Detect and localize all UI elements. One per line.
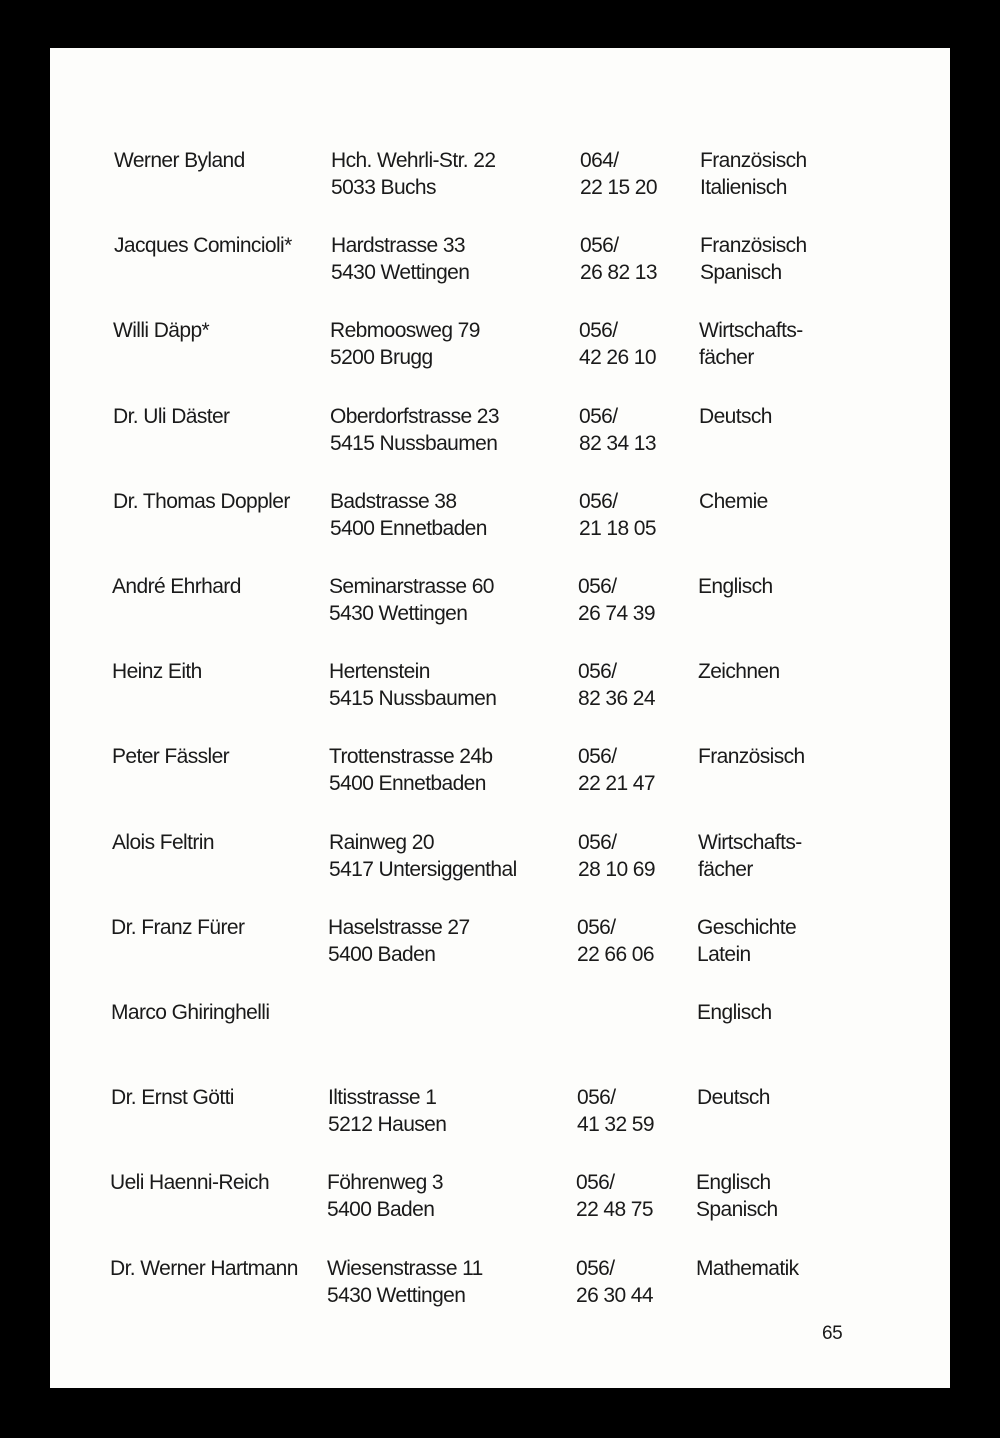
subjects-line: Wirtschafts- — [699, 319, 803, 343]
address-line: Haselstrasse 27 — [328, 915, 470, 939]
phone-number — [578, 829, 655, 883]
address-line: 5200 Brugg — [330, 346, 433, 370]
subjects — [699, 403, 772, 430]
subjects-line: Deutsch — [697, 1086, 770, 1110]
phone-number-line: 41 32 59 — [577, 1113, 654, 1137]
subjects-line: Englisch — [697, 1001, 772, 1024]
subjects-line: Latein — [697, 942, 751, 966]
address-line: 5415 Nussbaumen — [329, 687, 497, 711]
phone-number — [577, 1084, 654, 1138]
phone-number-line: 056/ — [579, 319, 618, 343]
subjects-line: Französisch — [700, 234, 807, 258]
address-line: 5033 Buchs — [331, 176, 436, 199]
address-line: Hch. Wehrli-Str. 22 — [331, 149, 496, 172]
teacher-name — [112, 658, 202, 685]
teacher-name — [110, 1255, 298, 1282]
teacher-name-line: Dr. Ernst Götti — [111, 1086, 234, 1110]
teacher-name-line: Heinz Eith — [112, 660, 202, 684]
address-line: 5430 Wettingen — [329, 602, 468, 625]
phone-number-line: 056/ — [577, 1086, 616, 1110]
teacher-name — [111, 999, 269, 1026]
address — [329, 573, 494, 627]
phone-number — [579, 403, 656, 457]
address-line: Hardstrasse 33 — [331, 234, 465, 258]
address-line: 5430 Wettingen — [331, 261, 470, 285]
phone-number-line: 22 48 75 — [576, 1198, 653, 1222]
phone-number — [578, 658, 655, 712]
teacher-name — [114, 147, 245, 174]
page-number: 65 — [822, 1323, 843, 1344]
phone-number-line: 056/ — [580, 234, 619, 258]
phone-number-line: 82 36 24 — [578, 687, 655, 711]
directory-entry — [50, 914, 950, 974]
directory-entry — [50, 573, 950, 633]
directory-entry — [50, 999, 950, 1059]
phone-number — [576, 1169, 653, 1223]
phone-number-line: 056/ — [578, 575, 617, 598]
address — [330, 403, 499, 457]
phone-number-line: 26 74 39 — [578, 602, 655, 625]
phone-number-line: 26 30 44 — [576, 1283, 653, 1307]
subjects — [699, 317, 803, 371]
phone-number-line: 42 26 10 — [579, 346, 656, 370]
phone-number-line: 22 15 20 — [580, 176, 657, 199]
phone-number-line: 064/ — [580, 149, 619, 172]
phone-number-line: 056/ — [577, 915, 616, 939]
teacher-name — [110, 1169, 269, 1196]
address — [328, 914, 470, 968]
teacher-name — [111, 914, 244, 941]
subjects-line: Französisch — [700, 149, 807, 172]
teacher-name-line: Peter Fässler — [112, 745, 230, 769]
address-line: Oberdorfstrasse 23 — [330, 404, 499, 428]
subjects — [698, 829, 802, 883]
teacher-name — [112, 743, 229, 770]
address-line: Iltisstrasse 1 — [328, 1086, 437, 1110]
subjects — [698, 658, 780, 685]
document-page — [50, 48, 950, 1388]
phone-number — [578, 743, 655, 797]
teacher-name-line: Dr. Werner Hartmann — [110, 1256, 298, 1280]
address — [329, 829, 517, 883]
teacher-name-line: Werner Byland — [114, 149, 245, 172]
phone-number-line: 26 82 13 — [580, 261, 657, 285]
phone-number-line: 056/ — [576, 1171, 615, 1195]
subjects-line: Englisch — [698, 575, 773, 598]
phone-number — [579, 317, 656, 371]
phone-number-line: 28 10 69 — [578, 857, 655, 881]
phone-number-line: 056/ — [578, 660, 617, 684]
subjects-line: Zeichnen — [698, 660, 780, 684]
subjects — [696, 1255, 799, 1282]
subjects — [698, 743, 805, 770]
phone-number-line: 22 66 06 — [577, 942, 654, 966]
directory-entry — [50, 232, 950, 292]
phone-number-line: 22 21 47 — [578, 772, 655, 796]
teacher-name-line: Willi Däpp* — [113, 319, 210, 343]
address-line: 5417 Untersiggenthal — [329, 857, 517, 881]
address — [331, 147, 495, 201]
subjects — [698, 573, 773, 600]
phone-number-line: 056/ — [579, 404, 618, 428]
phone-number-line: 056/ — [576, 1256, 615, 1280]
address-line: Badstrasse 38 — [330, 489, 457, 513]
address — [327, 1255, 483, 1309]
directory-entry — [50, 743, 950, 803]
subjects — [697, 999, 772, 1026]
phone-number — [577, 914, 654, 968]
address-line: Föhrenweg 3 — [327, 1171, 443, 1195]
directory-entry — [50, 1084, 950, 1144]
phone-number — [580, 232, 657, 286]
phone-number — [580, 147, 657, 201]
subjects — [700, 232, 807, 286]
teacher-name — [112, 573, 241, 600]
subjects-line: Deutsch — [699, 404, 772, 428]
address-line: 5430 Wettingen — [327, 1283, 466, 1307]
address — [330, 488, 487, 542]
directory-entry — [50, 829, 950, 889]
teacher-name-line: Dr. Franz Fürer — [111, 915, 245, 939]
address-line: 5400 Baden — [328, 942, 436, 966]
subjects — [699, 488, 768, 515]
subjects-line: Französisch — [698, 745, 805, 769]
subjects-line: Geschichte — [697, 915, 797, 939]
teacher-name-line: Alois Feltrin — [112, 830, 214, 854]
directory-entry — [50, 1169, 950, 1229]
directory-entry — [50, 403, 950, 463]
teacher-name — [113, 403, 229, 430]
address-line: 5212 Hausen — [328, 1113, 447, 1137]
address-line: Trottenstrasse 24b — [329, 745, 493, 769]
address — [331, 232, 469, 286]
subjects-line: fächer — [698, 857, 753, 881]
address-line: Rainweg 20 — [329, 830, 434, 854]
subjects-line: Englisch — [696, 1171, 771, 1195]
address-line: Wiesenstrasse 11 — [327, 1256, 483, 1280]
address — [328, 1084, 446, 1138]
phone-number-line: 056/ — [578, 745, 617, 769]
subjects — [700, 147, 807, 201]
subjects — [696, 1169, 778, 1223]
phone-number — [578, 573, 655, 627]
subjects-line: Spanisch — [700, 261, 782, 285]
subjects-line: fächer — [699, 346, 754, 370]
address-line: Hertenstein — [329, 660, 430, 684]
phone-number-line: 056/ — [579, 489, 618, 513]
subjects-line: Italienisch — [700, 176, 787, 199]
subjects-line: Chemie — [699, 489, 768, 513]
teacher-name-line: Ueli Haenni-Reich — [110, 1171, 270, 1195]
address-line: Rebmoosweg 79 — [330, 319, 480, 343]
subjects-line: Mathematik — [696, 1256, 799, 1280]
address — [329, 658, 496, 712]
directory-entry — [50, 317, 950, 377]
teacher-name — [112, 829, 214, 856]
phone-number — [579, 488, 656, 542]
teacher-name — [111, 1084, 234, 1111]
phone-number — [576, 1255, 653, 1309]
teacher-name — [113, 317, 209, 344]
subjects-line: Wirtschafts- — [698, 830, 802, 854]
teacher-name-line: André Ehrhard — [112, 575, 241, 598]
directory-entry — [50, 488, 950, 548]
teacher-name — [113, 488, 290, 515]
teacher-name-line: Dr. Uli Däster — [113, 404, 230, 428]
phone-number-line: 056/ — [578, 830, 617, 854]
address — [327, 1169, 443, 1223]
teacher-name — [114, 232, 292, 259]
directory-entry — [50, 1255, 950, 1315]
teacher-name-line: Dr. Thomas Doppler — [113, 489, 290, 513]
address-line: 5400 Ennetbaden — [329, 772, 486, 796]
teacher-name-line: Marco Ghiringhelli — [111, 1001, 270, 1024]
subjects-line: Spanisch — [696, 1198, 778, 1222]
subjects — [697, 1084, 770, 1111]
address — [330, 317, 480, 371]
subjects — [697, 914, 796, 968]
teacher-name-line: Jacques Comincioli* — [114, 234, 292, 258]
address-line: Seminarstrasse 60 — [329, 575, 494, 598]
phone-number-line: 82 34 13 — [579, 431, 656, 455]
address-line: 5415 Nussbaumen — [330, 431, 498, 455]
phone-number-line: 21 18 05 — [579, 516, 656, 540]
directory-entry — [50, 147, 950, 207]
address — [329, 743, 493, 797]
address-line: 5400 Ennetbaden — [330, 516, 487, 540]
directory-entry — [50, 658, 950, 718]
address-line: 5400 Baden — [327, 1198, 435, 1222]
